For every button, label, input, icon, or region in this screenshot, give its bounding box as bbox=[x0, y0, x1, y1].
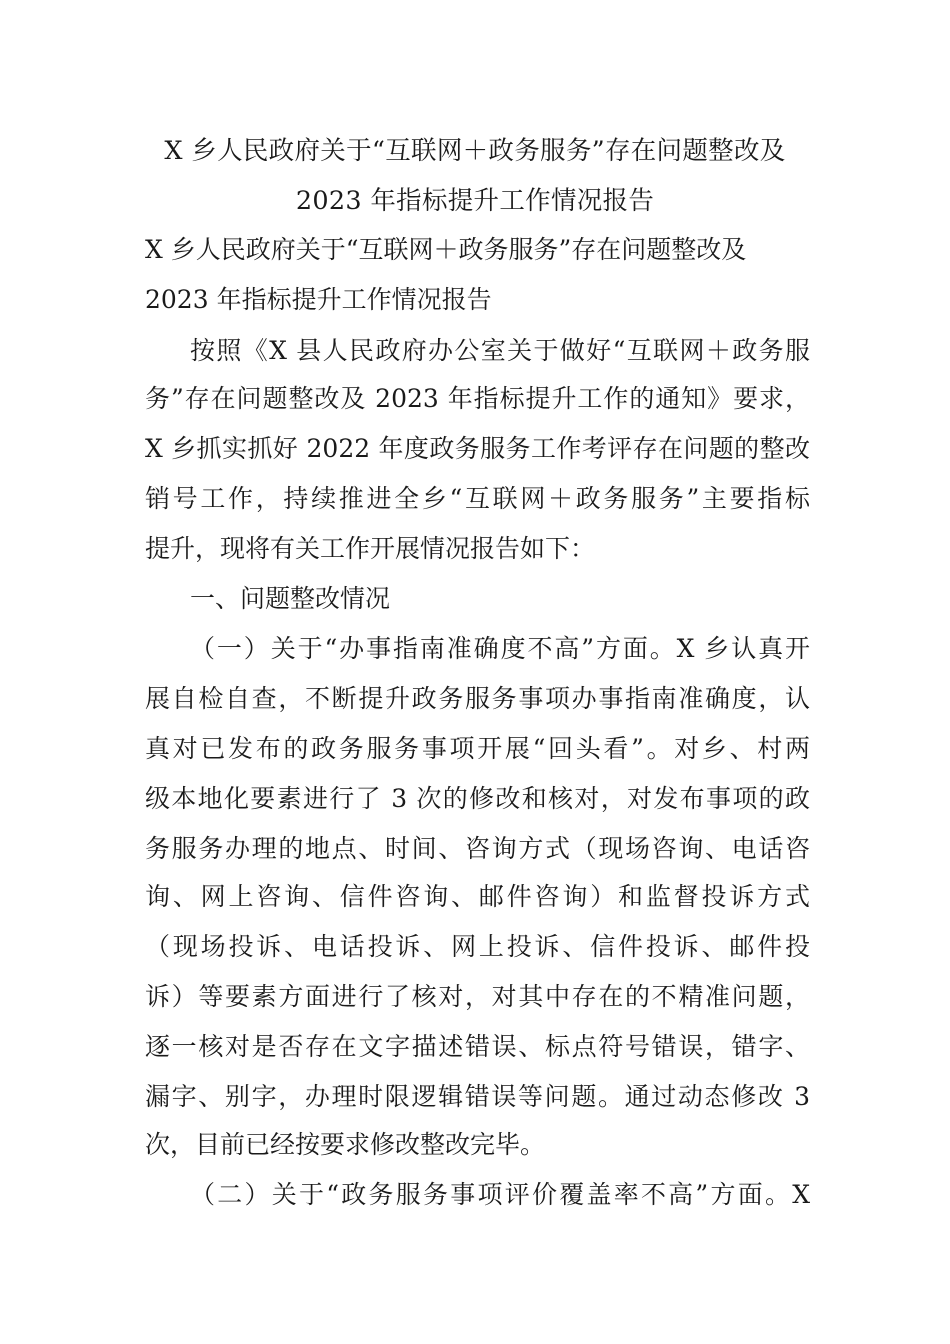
paragraph-line: 展自检自查，不断提升政务服务事项办事指南准确度，认 bbox=[145, 684, 810, 713]
paragraph-line: 漏字、别字，办理时限逻辑错误等问题。通过动态修改 3 bbox=[145, 1082, 810, 1111]
document-title-line-1: X 乡人民政府关于“互联网＋政务服务”存在问题整改及 bbox=[164, 136, 786, 166]
repeated-title-line-2: 2023 年指标提升工作情况报告 bbox=[145, 285, 492, 314]
paragraph-line: 逐一核对是否存在文字描述错误、标点符号错误，错字、 bbox=[145, 1032, 810, 1061]
section-heading: 一、问题整改情况 bbox=[190, 584, 391, 613]
paragraph-line: 诉）等要素方面进行了核对，对其中存在的不精准问题， bbox=[145, 982, 810, 1011]
intro-line: 提升，现将有关工作开展情况报告如下： bbox=[145, 534, 596, 563]
intro-line: 销号工作，持续推进全乡“互联网＋政务服务”主要指标 bbox=[145, 484, 810, 513]
paragraph-line: （现场投诉、电话投诉、网上投诉、信件投诉、邮件投 bbox=[145, 932, 810, 961]
intro-line: 按照《X 县人民政府办公室关于做好“互联网＋政务服 bbox=[190, 336, 810, 365]
intro-line: 务”存在问题整改及 2023 年指标提升工作的通知》要求， bbox=[145, 384, 810, 413]
intro-line: X 乡抓实抓好 2022 年度政务服务工作考评存在问题的整改 bbox=[145, 434, 810, 463]
paragraph-line: 务服务办理的地点、时间、咨询方式（现场咨询、电话咨 bbox=[145, 834, 810, 863]
paragraph-line: 次，目前已经按要求修改整改完毕。 bbox=[145, 1130, 546, 1159]
paragraph-line: （一）关于“办事指南准确度不高”方面。X 乡认真开 bbox=[190, 634, 810, 663]
paragraph-line: 询、网上咨询、信件咨询、邮件咨询）和监督投诉方式 bbox=[145, 882, 810, 911]
document-title-line-2: 2023 年指标提升工作情况报告 bbox=[295, 186, 655, 216]
repeated-title-line-1: X 乡人民政府关于“互联网＋政务服务”存在问题整改及 bbox=[145, 235, 747, 264]
paragraph-line: （二）关于“政务服务事项评价覆盖率不高”方面。X bbox=[190, 1180, 810, 1209]
paragraph-line: 真对已发布的政务服务事项开展“回头看”。对乡、村两 bbox=[145, 734, 810, 763]
paragraph-line: 级本地化要素进行了 3 次的修改和核对，对发布事项的政 bbox=[145, 784, 810, 813]
